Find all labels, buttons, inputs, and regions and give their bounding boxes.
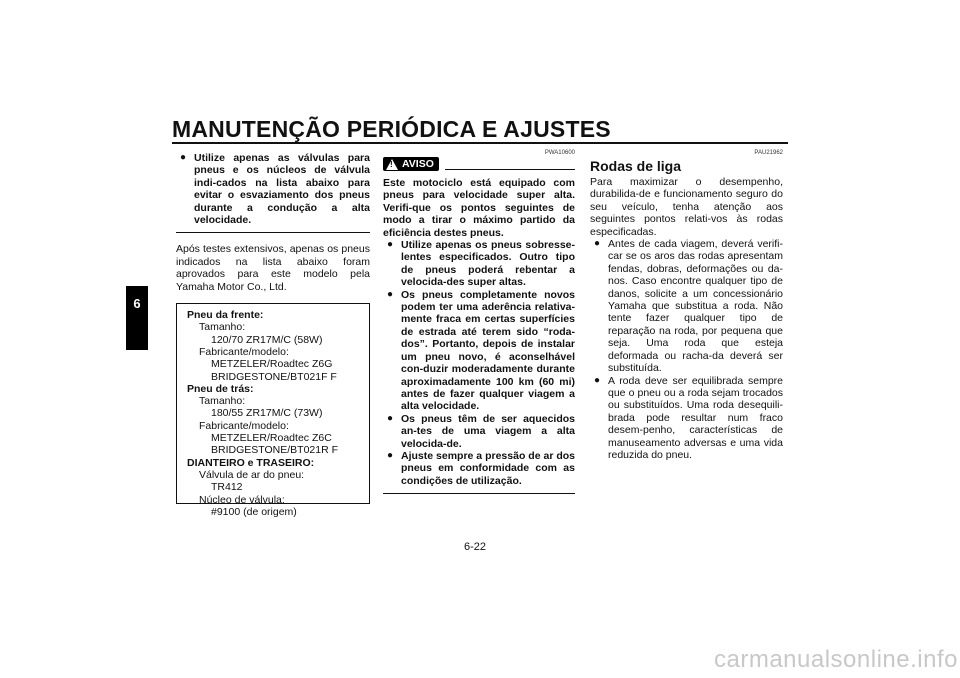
approval-paragraph: Após testes extensivos, apenas os pneus indicados na lista abaixo foram aprovados para este modelo pela Yamaha Motor Co., Ltd. — [176, 243, 370, 293]
valve-value: TR412 — [211, 481, 243, 494]
warning-bullet — [383, 413, 575, 450]
warning-bullet — [383, 450, 575, 487]
chapter-tab: 6 — [126, 286, 148, 350]
bullet-icon: ● — [594, 374, 601, 386]
front-size-value: 120/70 ZR17M/C (58W) — [211, 333, 323, 346]
bullet-icon: ● — [387, 288, 394, 300]
warning-badge — [383, 157, 439, 171]
section-rule — [176, 232, 370, 233]
warning-rule — [445, 169, 575, 170]
warning-bullet-text: Ajuste sempre a pressão de ar dos pneus em conformidade com as condições de utilização. — [401, 449, 575, 487]
valve-label: Válvula de ar do pneu: — [199, 468, 305, 481]
valve-core-value: #9100 (de origem) — [211, 505, 297, 518]
rear-model-2: BRIDGESTONE/BT021R F — [211, 444, 339, 457]
warning-bullet — [383, 239, 575, 289]
bullet-icon: ● — [387, 412, 394, 424]
page-number: 6-22 — [464, 541, 487, 553]
bullet-icon: ● — [387, 239, 394, 251]
warning-bullet-text: Utilize apenas os pneus sobresse-lentes especificados. Outro tipo de pneus poderá rebentar a velocida-des super altas. — [401, 239, 575, 289]
warning-badge-label: AVISO — [402, 158, 434, 170]
tire-spec-box — [176, 303, 370, 518]
front-model-1: METZELER/Roadtec Z6G — [211, 358, 333, 371]
column-1 — [176, 152, 370, 518]
warning-bullet — [383, 289, 575, 413]
bullet-icon: ● — [387, 449, 394, 461]
section-heading: Rodas de liga — [590, 158, 682, 174]
warning-triangle-icon — [386, 159, 398, 170]
wheels-bullet — [590, 375, 783, 462]
wheels-bullet-text: A roda deve ser equilibrada sempre que o pneu ou a roda sejam trocados ou substituídos. Uma roda desequili-brada pode resultar num fraco desem-penho, características de manuseamento adversas e uma vida reduzida do pneu. — [608, 374, 783, 461]
front-size-label: Tamanho: — [199, 321, 246, 334]
both-tires-title: DIANTEIRO e TRASEIRO: — [187, 456, 315, 469]
section-code: PAU21962 — [754, 150, 783, 156]
wheels-paragraph: Para maximizar o desempenho, durabilida-de e funcionamento seguro do seu veículo, tenha atenção aos seguintes pontos relati-vos às rodas especificadas. — [590, 176, 783, 238]
page-title: MANUTENÇÃO PERIÓDICA E AJUSTES — [172, 116, 611, 142]
warning-code: PWA10600 — [544, 150, 575, 156]
valve-bullet — [176, 152, 370, 226]
wheels-bullet — [590, 238, 783, 374]
column-3 — [590, 150, 783, 461]
warning-intro: Este motociclo está equipado com pneus para velocidade super alta. Verifi-que os pontos seguintes de modo a tirar o máximo partido da eficiência destes pneus. — [383, 177, 575, 239]
warning-header — [383, 157, 575, 171]
bullet-icon: ● — [180, 152, 187, 163]
valve-core-label: Núcleo de válvula: — [199, 493, 285, 506]
column-2 — [383, 150, 575, 494]
watermark: carmanualsonline.info — [714, 646, 958, 673]
rear-size-label: Tamanho: — [199, 395, 246, 408]
rear-maker-label: Fabricante/modelo: — [199, 419, 289, 432]
rear-model-1: METZELER/Roadtec Z6C — [211, 432, 332, 445]
warning-bullet-text: Os pneus completamente novos podem ter uma aderência relativa-mente fraca em certas superfícies de estrada até terem sido “roda-dos”. Portanto, depois de instalar um pneu novo, é aconselhável con-duzir moderadamente durante aproximadamente 100 km (60 mi) antes de fazer qualquer viagem a alta velocidade. — [401, 288, 575, 413]
bullet-icon: ● — [594, 238, 601, 250]
valve-bullet-text: Utilize apenas as válvulas para pneus e os núcleos de válvula indi-cados na lista abaixo para evitar o esvaziamento dos pneus durante a condução a alta velocidade. — [194, 152, 370, 227]
front-maker-label: Fabricante/modelo: — [199, 345, 289, 358]
front-tire-title: Pneu da frente: — [187, 309, 264, 322]
title-rule — [172, 142, 788, 144]
rear-size-value: 180/55 ZR17M/C (73W) — [211, 407, 323, 420]
warning-end-rule — [383, 493, 575, 494]
front-model-2: BRIDGESTONE/BT021F F — [211, 370, 337, 383]
wheels-bullet-text: Antes de cada viagem, deverá verifi-car se os aros das rodas apresentam fendas, dobras, deformações ou da-nos. Caso encontre qualquer tipo de danos, solicite a um concessionário Yamaha que substitua a roda. Não tente fazer qualquer tipo de reparação na roda, por pequena que seja. Uma roda que esteja deformada ou racha-da deverá ser substituída. — [608, 238, 783, 375]
rear-tire-title: Pneu de trás: — [187, 382, 254, 395]
warning-bullet-text: Os pneus têm de ser aquecidos an-tes de uma viagem a alta velocida-de. — [401, 412, 575, 450]
